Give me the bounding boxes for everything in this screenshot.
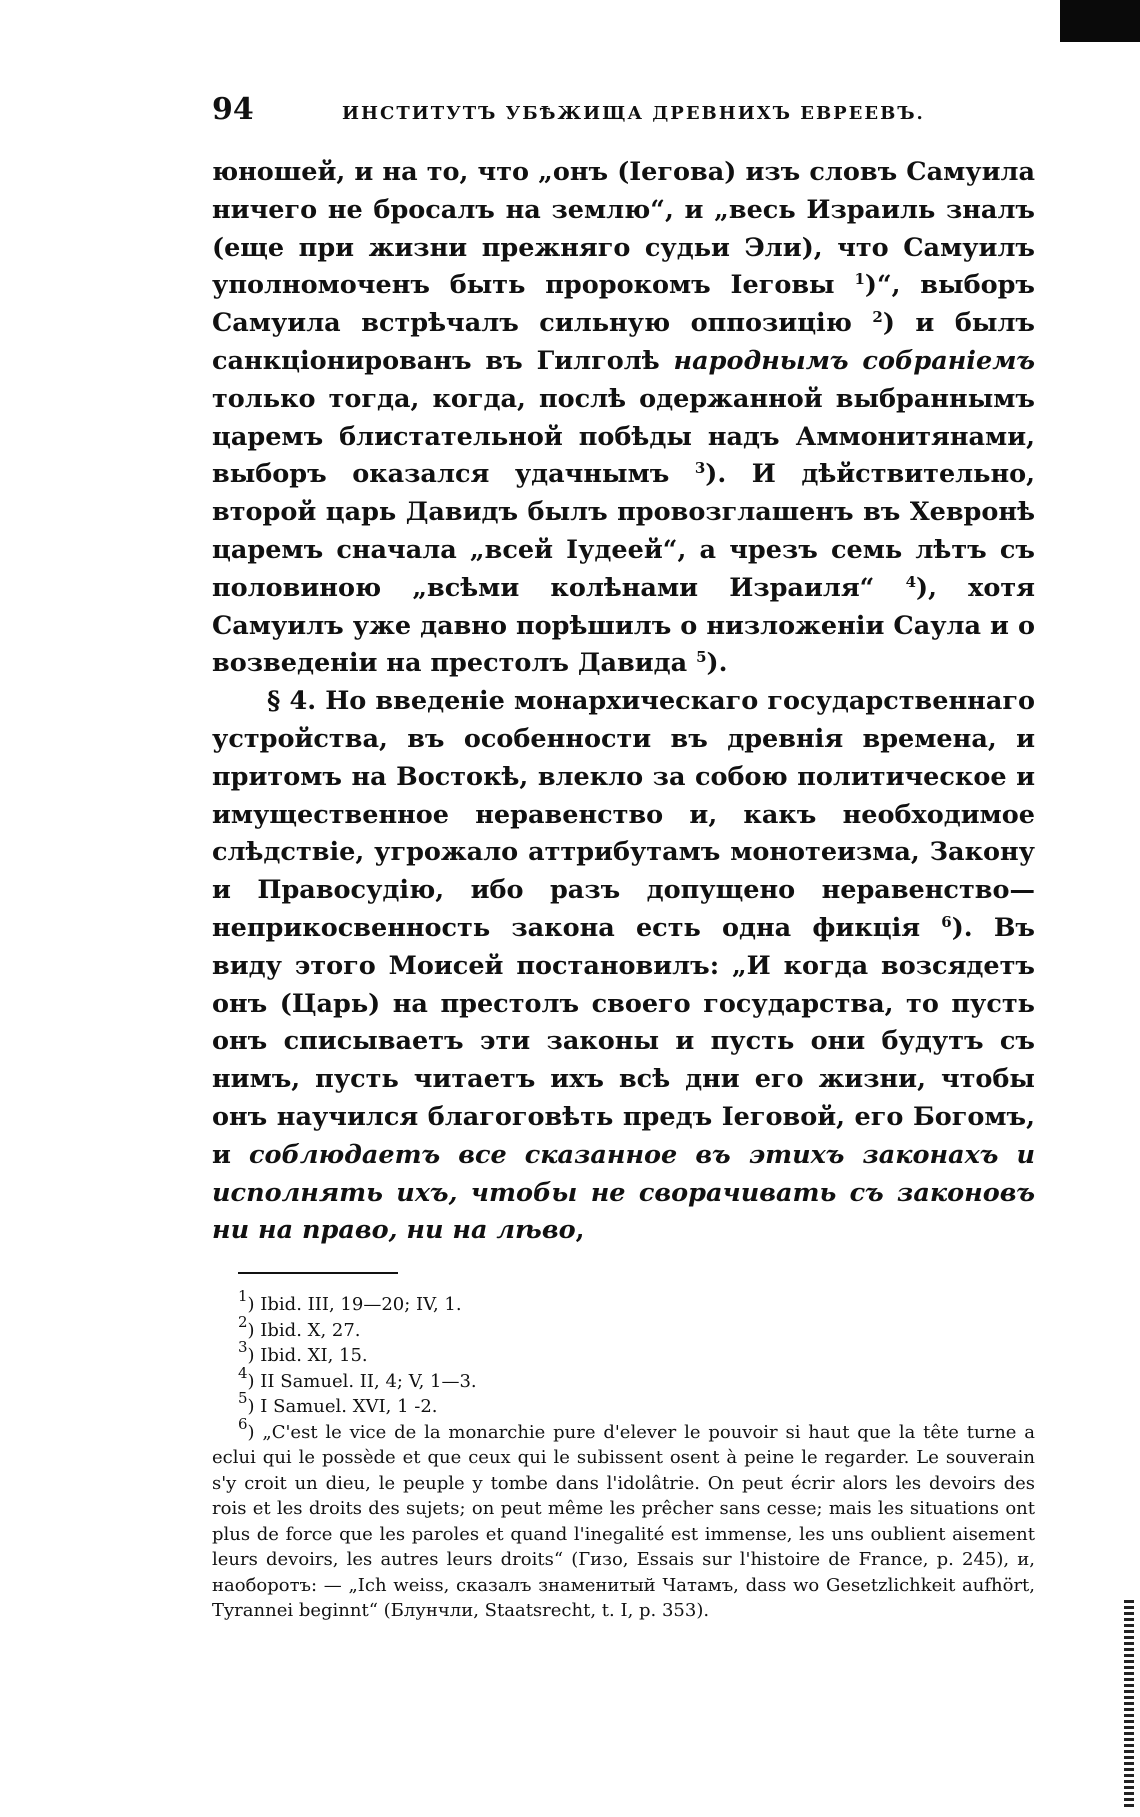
footnote-6: $^6$) „C'est le vice de la monarchie pure d'elever le pouvoir si haut que la tête turne a eclui qui le possède et que ceux qui le subissent osent à peine le regarder. Le souverain s'y croit un dieu, le peuple y tombe dans l'idolâtrie. On peut écrir alors les devoirs des rois et les droits des sujets; on peut même les prêcher sans cesse; mais les situations ont plus de force que les paroles et quand l'inegalité est immense, les uns oublient aisement leurs devoirs, les autres leurs droits“ (Гизо, Essais sur l'histoire de France, p. 245), и, наоборотъ: — „Ich weiss, сказалъ знаменитый Чатамъ, dass wo Gesetzlichkeit aufhört, Tyrannei beginnt“ (Блунчли, Staatsrecht, t. I, p. 353). xyxy=(212,1414,1035,1622)
page-number: 94 xyxy=(212,92,254,127)
paragraph-1: юношей, и на то, что „онъ (Iегова) изъ словъ Самуила ничего не бросалъ на землю“, и „весь Израиль зналъ (еще при жизни прежняго судьи Эли), что Самуилъ уполномоченъ быть пророкомъ Iеговы $^1$)“, выборъ Самуила встрѣчалъ сильную оппозицію $^2$) и былъ санкціонированъ въ Гилголѣ народнымъ собраніемъ только тогда, когда, послѣ одержанной выбраннымъ царемъ блистательной побѣды надъ Аммонитянами, выборъ оказался удачнымъ $^3$). И дѣйствительно, второй царь Давидъ былъ провозглашенъ въ Хевронѣ царемъ сначала „всей Iудеей“, а чрезъ семь лѣтъ съ половиною „всѣми колѣнами Израиля“ $^4$), хотя Самуилъ уже давно порѣшилъ о низложеніи Саула и о возведеніи на престолъ Давида $^5$). xyxy=(212,157,1036,679)
footnote-ref: 4 xyxy=(905,572,916,591)
book-page xyxy=(212,92,1035,1624)
footnote-rule xyxy=(238,1272,398,1274)
footnote-ref: 1 xyxy=(854,270,865,289)
italic-phrase: народнымъ собраніемъ xyxy=(673,345,1036,376)
footnote-ref: 6 xyxy=(941,912,952,931)
footnote-1: $^1$) Ibid. III, 19—20; IV, 1. xyxy=(238,1287,462,1316)
footnote-4: $^4$) II Samuel. II, 4; V, 1—3. xyxy=(238,1363,477,1392)
footnote-ref: 5 xyxy=(696,648,707,667)
footnote-ref: 3 xyxy=(694,459,706,478)
footnote-5: $^5$) I Samuel. XVI, 1 -2. xyxy=(238,1389,438,1418)
italic-quote: соблюдаетъ все сказанное въ этихъ законахъ и исполнять ихъ, чтобы не сворачивать съ законовъ ни на право, ни на лѣво xyxy=(212,1139,1035,1246)
paragraph-2: § 4. Но введеніе монархическаго государственнаго устройства, въ особенности въ древнія времена, и притомъ на Востокѣ, влекло за собою политическое и имущественное неравенство и, какъ необходимое слѣдствіе, угрожало аттрибутамъ монотеизма, Закону и Правосудію, ибо разъ допущено неравенство—неприкосвенность закона есть одна фикція $^6$). Въ виду этого Моисей постановилъ: „И когда возсядетъ онъ (Царь) на престолъ своего государства, то пусть онъ списываетъ эти законы и пусть они будутъ съ нимъ, пусть читаетъ ихъ всѣ дни его жизни, чтобы онъ научился благоговѣть предъ Iеговой, его Богомъ, и соблюдаетъ все сказанное въ этихъ законахъ и исполнять ихъ, чтобы не сворачивать съ законовъ ни на право, ни на лѣво, xyxy=(212,686,1035,1246)
footnote-ref: 2 xyxy=(872,308,883,327)
running-head xyxy=(212,92,1035,132)
body-text xyxy=(212,154,1035,1624)
footnote-3: $^3$) Ibid. XI, 15. xyxy=(238,1338,368,1367)
running-title: ИНСТИТУТЪ УБѢЖИЩА ДРЕВНИХЪ ЕВРЕЕВЪ. xyxy=(342,103,925,124)
scan-edge-mark xyxy=(1060,0,1140,42)
scan-edge-strip xyxy=(1124,1600,1134,1810)
footnote-2: $^2$) Ibid. X, 27. xyxy=(238,1312,361,1341)
footnotes xyxy=(212,1287,1035,1624)
